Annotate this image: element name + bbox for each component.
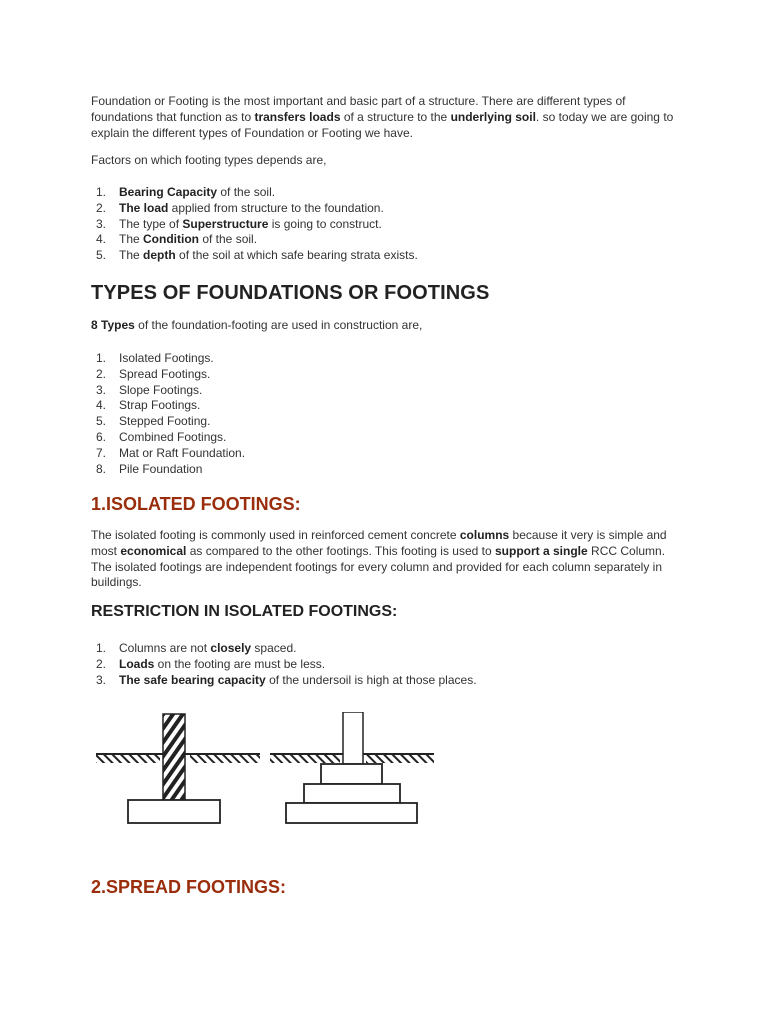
list-item — [91, 367, 245, 383]
list-item — [91, 430, 245, 446]
footing-step-middle — [304, 784, 400, 803]
column-hatched — [163, 714, 185, 800]
column-plain — [343, 712, 363, 764]
list-number: 2. — [96, 366, 107, 381]
footing-step-top — [321, 764, 382, 784]
soil-hatch-left — [270, 755, 340, 763]
list-item — [91, 398, 245, 414]
isolated-footings-paragraph — [91, 528, 681, 591]
spread-footings-heading: 2.SPREAD FOOTINGS: — [91, 877, 287, 897]
footing-diagram-svg — [94, 712, 444, 827]
item-text: The — [119, 248, 144, 263]
item-bold: The load — [119, 200, 169, 215]
list-number: 4. — [96, 398, 107, 413]
list-item — [91, 657, 477, 673]
item-text: applied from structure to the foundation. — [168, 200, 384, 215]
item-bold: depth — [143, 248, 176, 263]
factors-list — [91, 185, 418, 264]
isolated-footing-diagram — [94, 712, 444, 832]
item-bold: Superstructure — [182, 216, 269, 231]
list-number: 5. — [96, 414, 107, 429]
list-item — [91, 201, 418, 217]
list-number: 3. — [96, 672, 107, 687]
footing-step-bottom — [286, 803, 417, 823]
list-number: 8. — [96, 461, 107, 476]
isolated-text-1: The isolated footing is commonly used in reinforced cement concrete — [91, 528, 460, 542]
soil-hatch-right — [366, 755, 434, 763]
list-item — [91, 414, 245, 430]
simple-footing-figure — [96, 714, 260, 823]
isolated-bold-support: support a single — [495, 543, 588, 558]
item-text: is going to construct. — [268, 216, 382, 231]
list-number: 4. — [96, 232, 107, 247]
isolated-text-3: as compared to the other footings. This footing is used to — [186, 543, 495, 558]
item-text: Isolated Footings. — [119, 351, 214, 365]
item-bold: Condition — [143, 232, 199, 247]
restriction-heading: RESTRICTION IN ISOLATED FOOTINGS: — [91, 603, 398, 620]
item-text: of the soil. — [199, 232, 258, 247]
types-heading: TYPES OF FOUNDATIONS OR FOOTINGS — [91, 282, 490, 304]
list-number: 7. — [96, 445, 107, 460]
list-number: 1. — [96, 351, 107, 365]
item-text: Columns are not — [119, 641, 211, 655]
types-intro — [91, 318, 422, 334]
list-item — [91, 248, 418, 264]
item-bold: Bearing Capacity — [119, 185, 218, 199]
intro-bold-underlying-soil: underlying soil — [450, 109, 536, 124]
item-text: of the soil at which safe bearing strata exists. — [175, 248, 418, 263]
list-number: 3. — [96, 382, 107, 397]
item-bold: The safe bearing capacity — [119, 672, 266, 687]
list-number: 3. — [96, 216, 107, 231]
list-item — [91, 351, 245, 367]
soil-hatch-left — [96, 755, 160, 763]
list-number: 2. — [96, 200, 107, 215]
list-item — [91, 185, 418, 201]
list-item — [91, 217, 418, 233]
isolated-text-2: because it very is simple and most — [91, 528, 667, 558]
list-item — [91, 383, 245, 399]
intro-text-1: Foundation or Footing is the most important and basic part of a structure. There are different types of foundations that function as to — [91, 94, 626, 124]
list-item — [91, 462, 245, 478]
restriction-list — [91, 641, 477, 688]
item-text: Stepped Footing. — [119, 414, 211, 429]
item-text: spaced. — [251, 641, 297, 655]
soil-hatch-right — [190, 755, 260, 763]
list-number: 5. — [96, 248, 107, 263]
list-number: 1. — [96, 185, 107, 199]
factors-intro: Factors on which footing types depends are, — [91, 153, 327, 167]
item-text: on the footing are must be less. — [154, 656, 326, 671]
types-count-bold: 8 Types — [91, 318, 135, 332]
item-text: The type of — [119, 216, 183, 231]
types-list — [91, 351, 245, 477]
item-bold: closely — [210, 641, 252, 655]
stepped-footing-figure — [270, 712, 434, 823]
isolated-footings-heading: 1.ISOLATED FOOTINGS: — [91, 494, 301, 514]
intro-text-2: of a structure to the — [340, 109, 451, 124]
list-number: 6. — [96, 429, 107, 444]
isolated-bold-columns: columns — [459, 528, 510, 542]
list-number: 2. — [96, 656, 107, 671]
list-item — [91, 641, 477, 657]
item-text: of the undersoil is high at those places. — [265, 672, 477, 687]
item-text: Spread Footings. — [119, 366, 211, 381]
intro-text-3: . so today we are going to explain the different types of Foundation or Footing we have. — [91, 109, 674, 140]
isolated-text-4: RCC Column. The isolated footings are independent footings for every column and provided for each column separately in buildings. — [91, 543, 666, 590]
list-item — [91, 446, 245, 462]
item-text: of the soil. — [217, 185, 276, 199]
list-item — [91, 673, 477, 689]
intro-paragraph — [91, 94, 681, 141]
item-text: Combined Footings. — [119, 429, 227, 444]
item-text: Slope Footings. — [119, 382, 203, 397]
isolated-bold-economical: economical — [120, 543, 187, 558]
types-intro-text: of the foundation-footing are used in construction are, — [134, 318, 423, 332]
item-text: The — [119, 232, 144, 247]
list-item — [91, 232, 418, 248]
item-text: Pile Foundation — [119, 461, 203, 476]
item-text: Strap Footings. — [119, 398, 201, 413]
list-number: 1. — [96, 641, 107, 655]
intro-bold-transfers-loads: transfers loads — [254, 109, 341, 124]
footing-base — [128, 800, 220, 823]
item-text: Mat or Raft Foundation. — [119, 445, 246, 460]
item-bold: Loads — [119, 656, 155, 671]
